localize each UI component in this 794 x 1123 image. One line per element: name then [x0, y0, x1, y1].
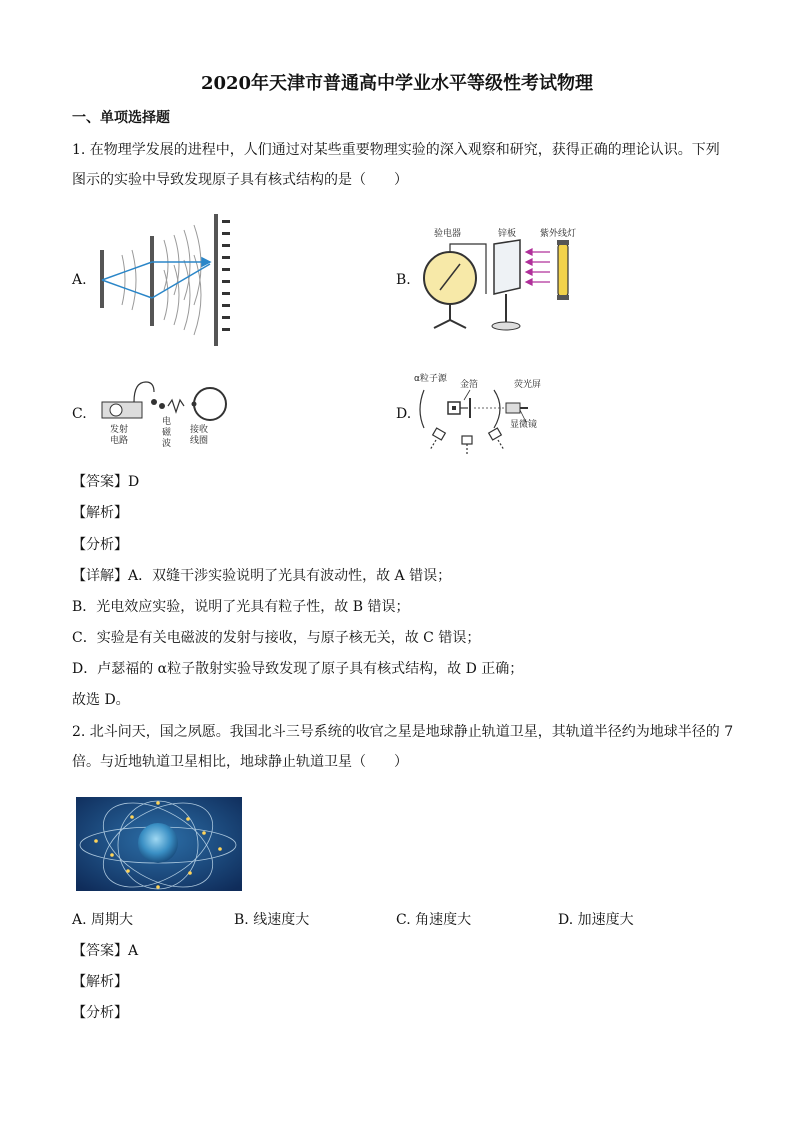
- uv-lamp: [558, 244, 568, 296]
- electroscope-stand: [434, 320, 466, 328]
- question-1-detail-d: D．卢瑟福的 α粒子散射实验导致发现了原子具有核式结构，故 D 正确；: [72, 661, 524, 677]
- receive-coil-label-2: 线圈: [190, 436, 209, 446]
- option-a-label: A.: [72, 272, 87, 288]
- question-1-stem-line-1: 1. 在物理学发展的进程中，人们通过对某些重要物理实验的深入观察和研究，获得正确的理论认识。下列: [72, 142, 720, 158]
- vacuum-chamber-arc: [420, 390, 424, 428]
- question-2-choice-a: A. 周期大: [72, 912, 134, 928]
- beidou-satellite-image: [76, 797, 242, 891]
- question-1-detail-a: 【详解】A．双缝干涉实验说明了光具有波动性，故 A 错误；: [72, 568, 452, 584]
- alpha-scattering-figure: [414, 370, 564, 462]
- option-b-label: B.: [396, 272, 411, 288]
- question-2-stem-line-1: 2. 北斗问天，国之夙愿。我国北斗三号系统的收官之星是地球静止轨道卫星，其轨道半径约为地球半径的 7: [72, 724, 734, 740]
- screen-ticks: [222, 220, 230, 331]
- receive-coil-label-1: 接收: [190, 425, 209, 435]
- question-1-answer: 【答案】D: [72, 474, 140, 490]
- electroscope-label: 验电器: [434, 229, 462, 239]
- question-2-fenxi-heading: 【分析】: [72, 1005, 128, 1021]
- em-wave-figure: [94, 372, 234, 452]
- double-slit-figure: [92, 210, 252, 350]
- question-2-choice-d: D. 加速度大: [558, 912, 634, 928]
- question-2-choice-c: C. 角速度大: [396, 912, 472, 928]
- option-d-label: D.: [396, 406, 412, 422]
- em-wave-label-3: 波: [162, 439, 172, 449]
- earth-globe: [138, 823, 178, 863]
- uv-light-rays: [526, 249, 550, 285]
- question-1-conclusion: 故选 D。: [72, 692, 130, 708]
- microscope-label: 显微镜: [510, 420, 538, 430]
- question-2-choice-b: B. 线速度大: [234, 912, 310, 928]
- receiving-coil: [194, 388, 226, 420]
- wavefront-arcs: [122, 225, 201, 335]
- question-1-fenxi-heading: 【分析】: [72, 537, 128, 553]
- question-2-analysis-heading: 【解析】: [72, 974, 128, 990]
- zinc-plate: [494, 240, 520, 294]
- microscope-body: [506, 403, 520, 413]
- light-ray-arrows: [102, 258, 210, 298]
- uv-lamp-label: 紫外线灯: [540, 229, 577, 239]
- screen-barrier: [214, 214, 218, 346]
- transmitter-coil: [134, 382, 154, 402]
- zinc-plate-stand: [492, 322, 520, 330]
- photoelectric-figure: [416, 224, 652, 336]
- question-1-detail-c: C．实验是有关电磁波的发射与接收，与原子核无关，故 C 错误；: [72, 630, 481, 646]
- scattering-detectors: [430, 428, 504, 456]
- gold-foil-label: 金箔: [460, 380, 479, 390]
- zinc-plate-label: 锌板: [498, 229, 517, 239]
- question-2-answer: 【答案】A: [72, 943, 139, 959]
- page-title: 2020年天津市普通高中学业水平等级性考试物理: [200, 73, 594, 94]
- option-c-label: C.: [72, 406, 87, 422]
- em-wave-label-1: 电: [162, 417, 172, 427]
- question-1-detail-b: B．光电效应实验，说明了光具有粒子性，故 B 错误；: [72, 599, 410, 615]
- question-2-stem-line-2: 倍。与近地轨道卫星相比，地球静止轨道卫星（ ）: [72, 754, 408, 770]
- emit-circuit-label-1: 发射: [110, 425, 129, 435]
- alpha-source-label: α粒子源: [414, 374, 447, 384]
- emit-circuit-label-2: 电路: [110, 436, 129, 446]
- question-1-stem-line-2: 图示的实验中导致发现原子具有核式结构的是（ ）: [72, 172, 408, 188]
- double-slit-barrier: [150, 236, 154, 326]
- em-wave-label-2: 磁: [162, 428, 172, 438]
- screen-label: 荧光屏: [514, 380, 542, 390]
- spark-wave-icon: [168, 400, 184, 412]
- section-heading: 一、单项选择题: [72, 110, 170, 126]
- question-1-analysis-heading: 【解析】: [72, 505, 128, 521]
